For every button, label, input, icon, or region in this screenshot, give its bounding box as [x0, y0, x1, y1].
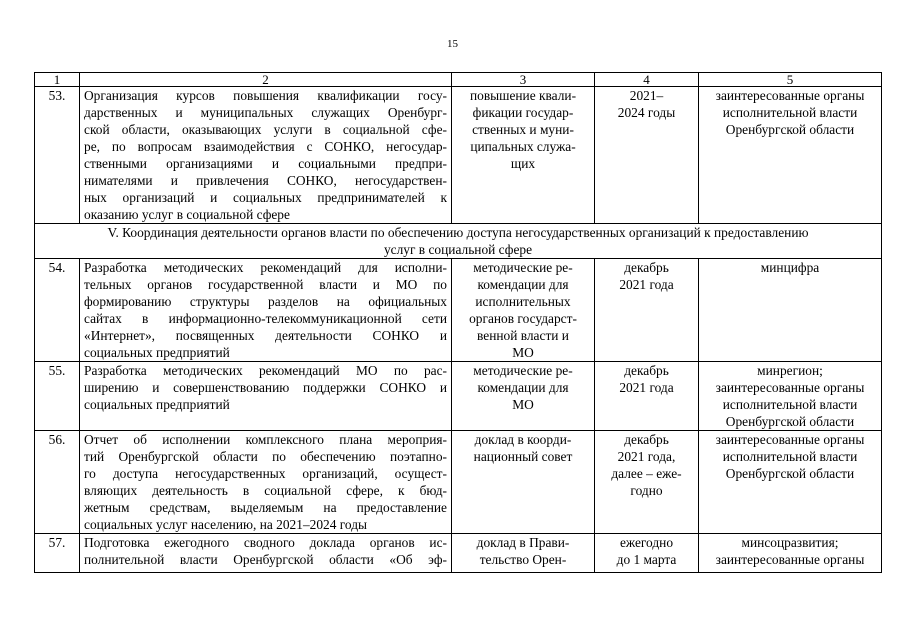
executor-line: минрегион; — [757, 363, 823, 378]
desc-line: Подготовка ежегодного сводного доклада органов ис- — [84, 535, 447, 550]
row-description — [80, 431, 452, 534]
desc-line: полнительной власти Оренбургской области «Об эф- — [84, 552, 447, 567]
desc-line: социальных предприятий — [84, 345, 230, 360]
result-line: национный совет — [473, 449, 573, 464]
row-result — [452, 431, 595, 534]
desc-line: го доступа негосударственных организаций, осущест- — [84, 466, 447, 481]
desc-line: ственными организациями и социальными предпри- — [84, 156, 447, 171]
result-line: тельство Орен- — [479, 552, 567, 567]
row-result — [452, 87, 595, 224]
desc-line: ширению и совершенствованию поддержки СОНКО и — [84, 380, 447, 395]
desc-line: сайтах в информационно-телекоммуникационной сети — [84, 311, 447, 326]
executor-line: исполнительной власти — [722, 449, 858, 464]
row-number: 57. — [35, 534, 80, 573]
row-executor — [699, 259, 882, 362]
desc-line: ре, по вопросам взаимодействия с СОНКО, негосудар- — [84, 139, 447, 154]
result-line: венной власти и — [477, 328, 569, 343]
term-line: 2024 годы — [617, 105, 676, 120]
term-line: декабрь — [624, 432, 669, 447]
result-line: ственных и муни- — [472, 122, 574, 137]
desc-line: социальных услуг населению, на 2021–2024 годы — [84, 517, 368, 532]
desc-line: Отчет об исполнении комплексного плана мероприя- — [84, 432, 447, 447]
result-line: органов государст- — [469, 311, 577, 326]
header-col-1: 1 — [35, 73, 80, 87]
section-line: V. Координация деятельности органов власти по обеспечению доступа негосударственных организаций к предоставлению — [107, 225, 809, 240]
executor-line: исполнительной власти — [722, 397, 858, 412]
executor-line: минцифра — [760, 260, 820, 275]
result-line: фикации государ- — [472, 105, 574, 120]
row-description — [80, 534, 452, 573]
executor-line: заинтересованные органы — [715, 380, 865, 395]
table-row-55 — [35, 362, 882, 431]
term-line: далее – еже- — [611, 466, 682, 481]
desc-line: тельных органов государственной власти и МО по — [84, 277, 447, 292]
executor-line: Оренбургской области — [725, 466, 855, 481]
row-description — [80, 362, 452, 431]
desc-line: жетным средствам, выделяемым на предоставление — [84, 500, 447, 515]
term-line: ежегодно — [619, 535, 674, 550]
desc-line: тий Оренбургской области по обеспечению поэтапно- — [84, 449, 447, 464]
row-number: 53. — [35, 87, 80, 224]
section-line: услуг в социальной сфере — [383, 242, 533, 257]
row-term — [595, 87, 699, 224]
result-line: методические ре- — [473, 363, 573, 378]
row-term — [595, 431, 699, 534]
table-row-56 — [35, 431, 882, 534]
row-term — [595, 259, 699, 362]
row-number: 54. — [35, 259, 80, 362]
term-line: 2021– — [629, 88, 664, 103]
executor-line: заинтересованные органы — [715, 88, 865, 103]
desc-line: Организация курсов повышения квалификации госу- — [84, 88, 447, 103]
desc-line: ской области, оказывающих услуги в социальной сфе- — [84, 122, 447, 137]
table-header-row — [35, 73, 882, 87]
row-result — [452, 534, 595, 573]
executor-line: заинтересованные органы — [715, 552, 865, 567]
result-line: щих — [510, 156, 536, 171]
page-number: 15 — [447, 38, 458, 50]
result-line: методические ре- — [473, 260, 573, 275]
executor-line: минсоцразвития; — [741, 535, 839, 550]
executor-line: Оренбургской области — [725, 122, 855, 137]
result-line: МО — [512, 345, 534, 360]
section-row — [35, 224, 882, 259]
result-line: доклад в Прави- — [476, 535, 570, 550]
header-col-5: 5 — [699, 73, 882, 87]
desc-line: Разработка методических рекомендаций МО по рас- — [84, 363, 447, 378]
row-result — [452, 362, 595, 431]
term-line: годно — [630, 483, 663, 498]
row-term — [595, 362, 699, 431]
term-line: декабрь — [624, 363, 669, 378]
executor-line: исполнительной власти — [722, 105, 858, 120]
desc-line: вляющих деятельность в социальной сфере, к бюд- — [84, 483, 447, 498]
result-line: МО — [512, 397, 534, 412]
header-col-3: 3 — [452, 73, 595, 87]
row-number: 55. — [35, 362, 80, 431]
desc-line: оказанию услуг в социальной сфере — [84, 207, 290, 222]
desc-line: «Интернет», посвященных деятельности СОНКО и — [84, 328, 447, 343]
desc-line: социальных предприятий — [84, 397, 230, 412]
plan-table — [34, 72, 882, 573]
row-number: 56. — [35, 431, 80, 534]
term-line: 2021 года — [619, 380, 674, 395]
term-line: до 1 марта — [616, 552, 677, 567]
row-executor — [699, 431, 882, 534]
row-description — [80, 87, 452, 224]
header-col-4: 4 — [595, 73, 699, 87]
table-row-53 — [35, 87, 882, 224]
desc-line: дарственных и муниципальных служащих Оренбург- — [84, 105, 447, 120]
desc-line: формированию структуры разделов на официальных — [84, 294, 447, 309]
row-term — [595, 534, 699, 573]
term-line: 2021 года, — [617, 449, 676, 464]
section-title — [35, 224, 882, 259]
row-description — [80, 259, 452, 362]
term-line: декабрь — [624, 260, 669, 275]
desc-line: ных организаций и социальных предпринимателей к — [84, 190, 447, 205]
result-line: исполнительных — [475, 294, 571, 309]
executor-line: заинтересованные органы — [715, 432, 865, 447]
header-col-2: 2 — [80, 73, 452, 87]
row-executor — [699, 534, 882, 573]
row-result — [452, 259, 595, 362]
executor-line: Оренбургской области — [725, 414, 855, 429]
result-line: комендации для — [477, 277, 569, 292]
table-row-57 — [35, 534, 882, 573]
result-line: доклад в коорди- — [474, 432, 572, 447]
term-line: 2021 года — [619, 277, 674, 292]
row-executor — [699, 362, 882, 431]
result-line: ципальных служа- — [470, 139, 576, 154]
result-line: повышение квали- — [469, 88, 577, 103]
row-executor — [699, 87, 882, 224]
table-row-54 — [35, 259, 882, 362]
desc-line: Разработка методических рекомендаций для исполни- — [84, 260, 447, 275]
result-line: комендации для — [477, 380, 569, 395]
desc-line: нимателями и привлечения СОНКО, негосударствен- — [84, 173, 447, 188]
